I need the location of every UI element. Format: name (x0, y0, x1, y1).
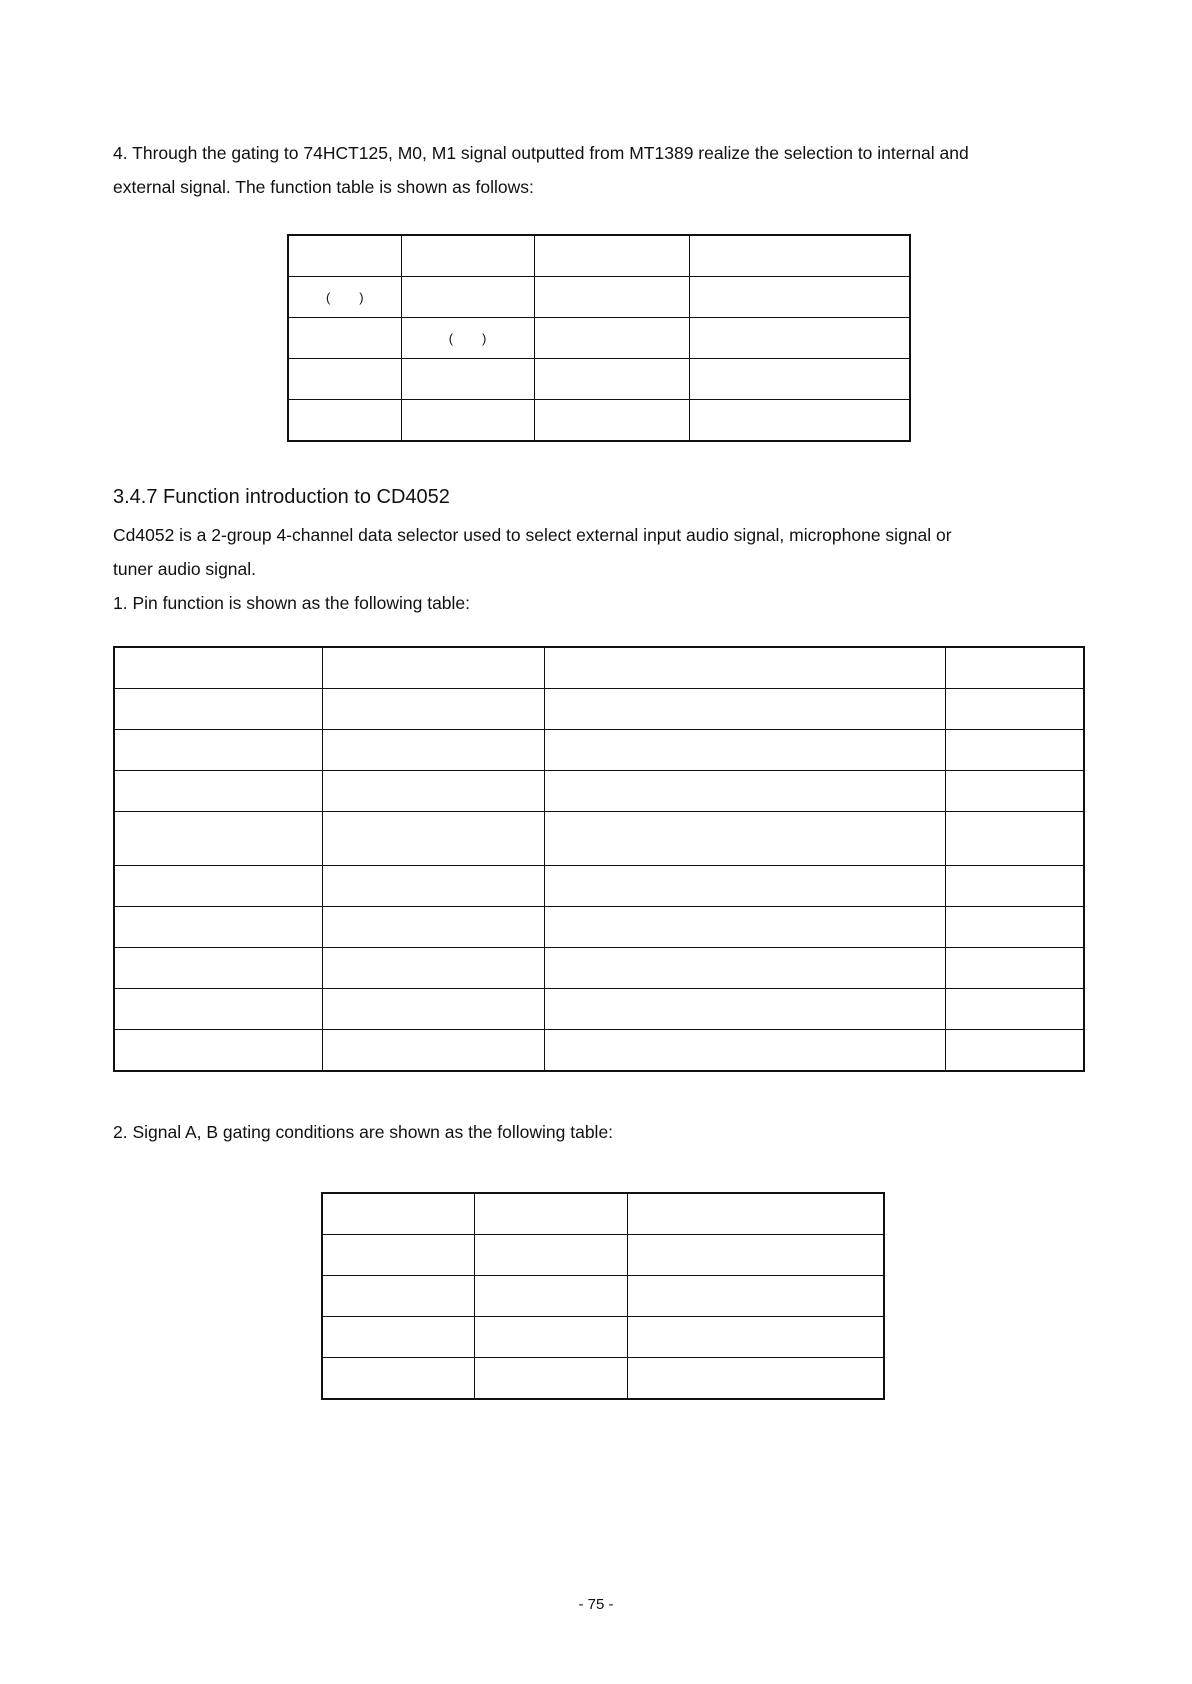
page-number: - 75 - (578, 1596, 614, 1613)
table-row (288, 359, 910, 400)
table-row (114, 948, 1084, 989)
table-row (322, 1193, 884, 1235)
table-row (114, 989, 1084, 1030)
table-row (288, 235, 910, 277)
function-table-74hct125 (287, 234, 911, 442)
pin-function-table (113, 646, 1085, 1072)
description-line-1: Cd4052 is a 2-group 4-channel data selector used to select external input audio signal, microphone signal or (113, 525, 952, 545)
table-row (114, 1030, 1084, 1072)
pin-table-intro: 1. Pin function is shown as the following table: (113, 593, 471, 613)
intro-paragraph (113, 136, 1093, 204)
table-row (322, 1317, 884, 1358)
table-cell: ( ) (401, 318, 534, 359)
section-heading: 3.4.7 Function introduction to CD4052 (113, 486, 450, 508)
description-line-2: tuner audio signal. (113, 559, 257, 579)
table-row (288, 318, 910, 359)
table-row (288, 400, 910, 442)
table-row (322, 1276, 884, 1317)
table-row (114, 771, 1084, 812)
table-row (114, 812, 1084, 866)
intro-line-1: 4. Through the gating to 74HCT125, M0, M1 signal outputted from MT1389 realize the selection to internal and (113, 143, 969, 163)
table-row (114, 689, 1084, 730)
section-description (113, 518, 1093, 620)
table-row (114, 647, 1084, 689)
intro-line-2: external signal. The function table is shown as follows: (113, 177, 534, 197)
gating-conditions-table (321, 1192, 885, 1400)
gating-intro: 2. Signal A, B gating conditions are shown as the following table: (113, 1122, 614, 1142)
table-row (114, 907, 1084, 948)
table-row (322, 1235, 884, 1276)
table-cell: ( ) (288, 277, 401, 318)
table-row (288, 277, 910, 318)
table-row (114, 866, 1084, 907)
table-row (114, 730, 1084, 771)
table-row (322, 1358, 884, 1400)
